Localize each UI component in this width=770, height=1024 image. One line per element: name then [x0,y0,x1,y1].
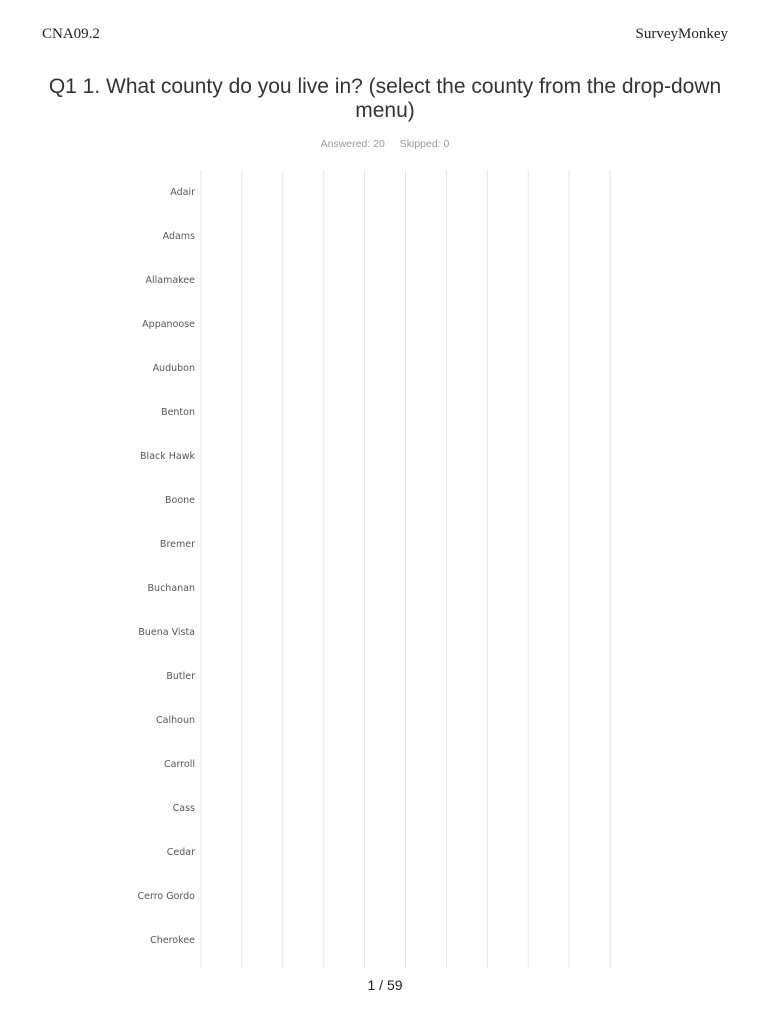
category-label: Boone [164,495,195,506]
category-label: Adams [162,231,195,242]
category-label: Audubon [152,363,195,374]
category-label: Appanoose [142,319,195,330]
page-number: 1 / 59 [367,977,403,993]
category-label: Black Hawk [140,451,195,462]
skipped-count: Skipped: 0 [399,138,450,150]
answered-count: Answered: 20 [320,138,385,150]
category-label: Benton [161,407,195,418]
document-code: CNA09.2 [42,26,100,42]
category-label: Cass [172,803,195,814]
category-label: Calhoun [156,715,195,726]
category-label: Bremer [159,539,195,550]
category-label: Butler [166,671,195,682]
question-title: Q1 1. What county do you live in? (select the county from the drop-down menu) [48,75,722,122]
brand-name: SurveyMonkey [635,26,728,42]
category-label: Carroll [164,759,195,770]
category-label: Cherokee [150,935,195,946]
category-label: Buena Vista [138,627,195,638]
category-label: Cedar [166,847,195,858]
category-label: Adair [170,187,195,198]
category-label: Allamakee [145,275,195,286]
category-label: Buchanan [147,583,195,594]
category-label: Cerro Gordo [137,891,195,902]
